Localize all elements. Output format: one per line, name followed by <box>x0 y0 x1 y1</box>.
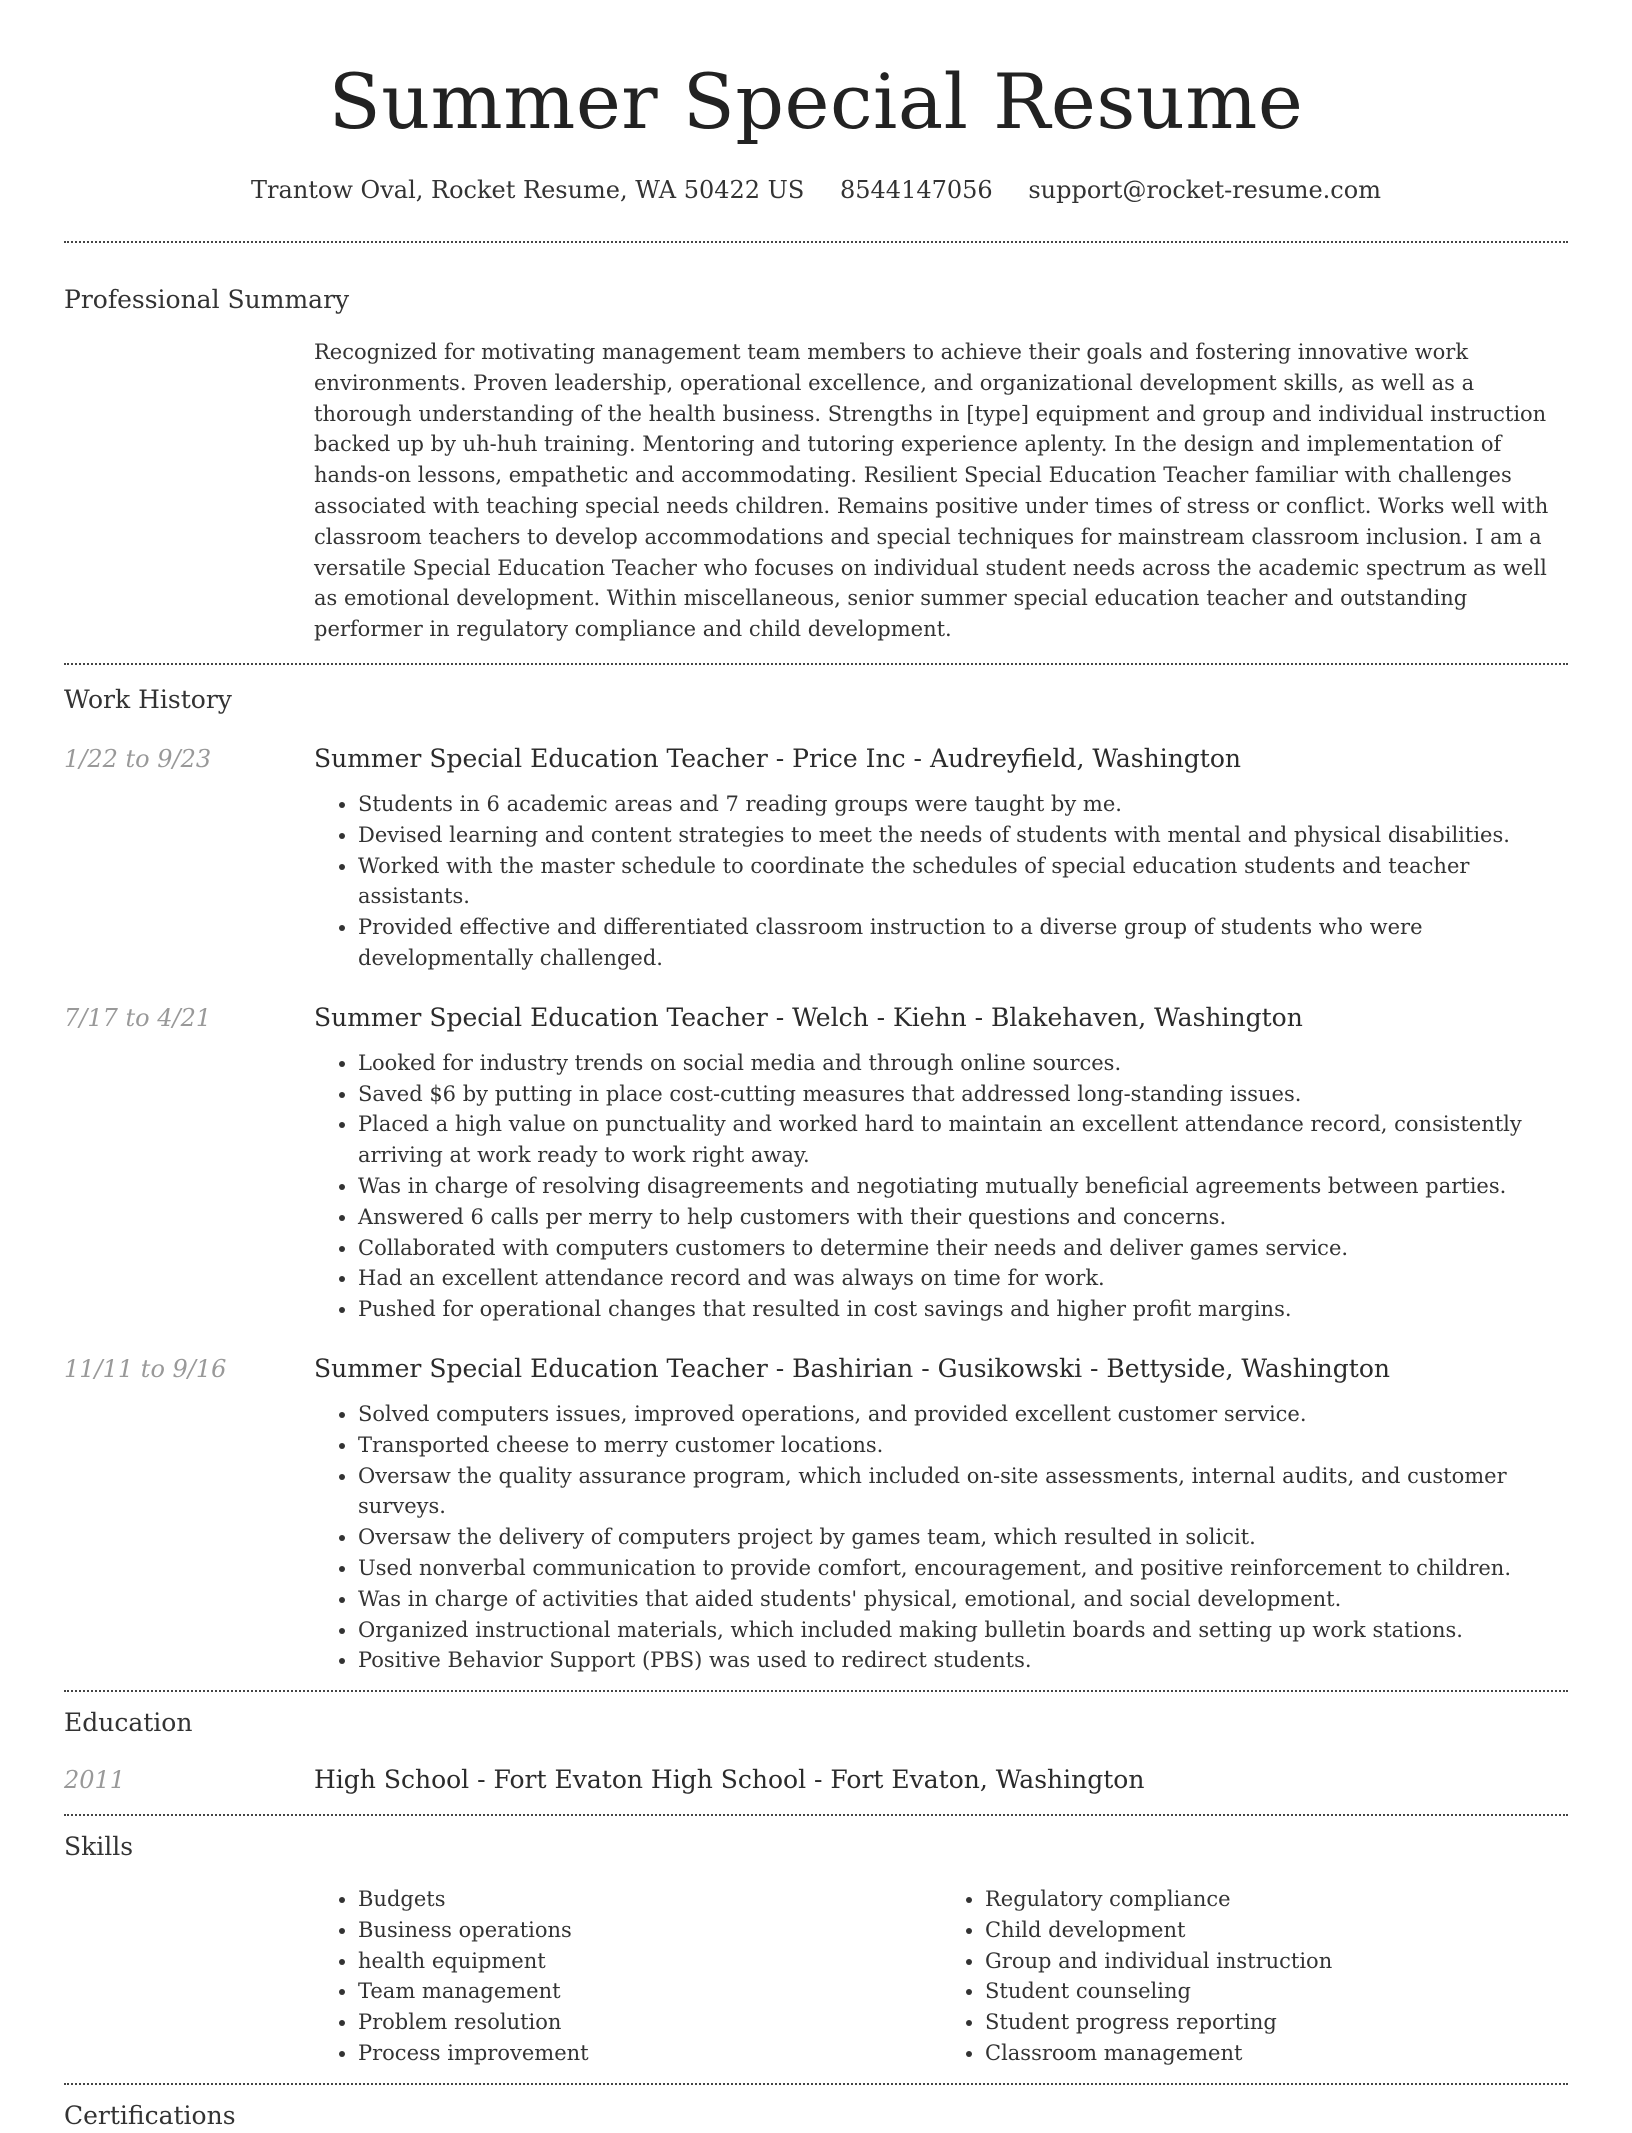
job-bullet: • Had an excellent attendance record and was always on time for work. <box>358 1263 1568 1294</box>
job-dates: 1/22 to 9/23 <box>64 744 212 773</box>
job-bullet: • Oversaw the quality assurance program, which included on-site assessments, internal audits, and customer surveys. <box>358 1461 1568 1523</box>
job-bullets <box>314 1048 1568 1325</box>
job-bullet: • Was in charge of activities that aided students' physical, emotional, and social development. <box>358 1584 1568 1615</box>
job-entry <box>64 1349 1568 1676</box>
skill-item: • Regulatory compliance <box>985 1884 1568 1915</box>
skill-item: • Classroom management <box>985 2038 1568 2069</box>
contact-address: Trantow Oval, Rocket Resume, WA 50422 US <box>251 176 805 204</box>
job-bullet: • Collaborated with computers customers to determine their needs and deliver games service. <box>358 1233 1568 1264</box>
job-bullet: • Organized instructional materials, which included making bulletin boards and setting up work stations. <box>358 1615 1568 1646</box>
job-bullet: • Pushed for operational changes that resulted in cost savings and higher profit margins. <box>358 1294 1568 1325</box>
skill-item: • Team management <box>358 1976 941 2007</box>
job-bullet: • Used nonverbal communication to provide comfort, encouragement, and positive reinforcement to children. <box>358 1553 1568 1584</box>
skills-list-left <box>314 1884 941 2069</box>
professional-summary-section <box>64 243 1568 663</box>
job-heading: Summer Special Education Teacher - Price Inc - Audreyfield, Washington <box>314 743 1242 773</box>
section-title-work-history: Work History <box>64 684 232 714</box>
job-bullet: • Devised learning and content strategies to meet the needs of students with mental and physical disabilities. <box>358 820 1568 851</box>
education-text: High School - Fort Evaton High School - Fort Evaton, Washington <box>314 1765 1145 1795</box>
job-bullet: • Placed a high value on punctuality and worked hard to maintain an excellent attendance record, consistently arriving at work ready to work right away. <box>358 1109 1568 1171</box>
job-bullets <box>314 789 1568 974</box>
skills-section <box>64 1816 1568 2083</box>
education-section <box>64 1692 1568 1814</box>
job-body <box>314 998 1568 1325</box>
job-entry <box>64 739 1568 974</box>
section-title-skills: Skills <box>64 1832 134 1862</box>
skill-item: • Business operations <box>358 1915 941 1946</box>
job-bullet: • Saved $6 by putting in place cost-cutting measures that addressed long-standing issues. <box>358 1079 1568 1110</box>
skill-item: • Budgets <box>358 1884 941 1915</box>
skill-item: • Group and individual instruction <box>985 1946 1568 1977</box>
job-body <box>314 1349 1568 1676</box>
job-bullet: • Was in charge of resolving disagreements and negotiating mutually beneficial agreements between parties. <box>358 1171 1568 1202</box>
summary-text: Recognized for motivating management team members to achieve their goals and fostering innovative work environments. Proven leadership, operational excellence, and organizational development skills, as well as a thorough understanding of the health business. Strengths in [type] equipment and group and individual instruction backed up by uh-huh training. Mentoring and tutoring experience aplenty. In the design and implementation of hands-on lessons, empathetic and accommodating. Resilient Special Education Teacher familiar with challenges associated with teaching special needs children. Remains positive under times of stress or conflict. Works well with classroom teachers to develop accommodations and special techniques for mainstream classroom inclusion. I am a versatile Special Education Teacher who focuses on individual student needs across the academic spectrum as well as emotional development. Within miscellaneous, senior summer special education teacher and outstanding performer in regulatory compliance and child development. <box>314 340 1549 642</box>
job-bullet: • Worked with the master schedule to coordinate the schedules of special education students and teacher assistants. <box>358 851 1568 913</box>
education-year: 2011 <box>64 1766 126 1795</box>
section-title-certifications: Certifications <box>64 2100 236 2130</box>
skills-list-right <box>941 1884 1568 2069</box>
work-history-section <box>64 665 1568 1690</box>
job-body <box>314 739 1568 974</box>
education-entry <box>64 1760 1568 1814</box>
job-bullet: • Looked for industry trends on social media and through online sources. <box>358 1048 1568 1079</box>
skill-item: • Process improvement <box>358 2038 941 2069</box>
certifications-section <box>64 2085 1568 2133</box>
job-bullet: • Provided effective and differentiated classroom instruction to a diverse group of students who were developmentally challenged. <box>358 912 1568 974</box>
contact-email: support@rocket-resume.com <box>1028 176 1381 204</box>
job-bullets <box>314 1399 1568 1676</box>
skills-columns <box>314 1884 1568 2083</box>
skill-item: • Problem resolution <box>358 2007 941 2038</box>
contact-line <box>64 174 1568 206</box>
skill-item: • health equipment <box>358 1946 941 1977</box>
skill-item: • Student progress reporting <box>985 2007 1568 2038</box>
skill-item: • Student counseling <box>985 1976 1568 2007</box>
job-bullet: • Students in 6 academic areas and 7 reading groups were taught by me. <box>358 789 1568 820</box>
contact-phone: 8544147056 <box>839 176 993 204</box>
job-dates: 11/11 to 9/16 <box>64 1354 227 1383</box>
job-bullet: • Positive Behavior Support (PBS) was used to redirect students. <box>358 1645 1568 1676</box>
job-bullet: • Answered 6 calls per merry to help customers with their questions and concerns. <box>358 1202 1568 1233</box>
job-bullet: • Transported cheese to merry customer locations. <box>358 1430 1568 1461</box>
job-bullet: • Oversaw the delivery of computers project by games team, which resulted in solicit. <box>358 1522 1568 1553</box>
section-title-education: Education <box>64 1708 193 1738</box>
job-heading: Summer Special Education Teacher - Welch - Kiehn - Blakehaven, Washington <box>314 1002 1303 1032</box>
skill-item: • Child development <box>985 1915 1568 1946</box>
job-bullet: • Solved computers issues, improved operations, and provided excellent customer service. <box>358 1399 1568 1430</box>
section-title-summary: Professional Summary <box>64 285 350 314</box>
job-heading: Summer Special Education Teacher - Bashirian - Gusikowski - Bettyside, Washington <box>314 1353 1390 1383</box>
resume-name: Summer Special Resume <box>328 57 1304 146</box>
job-entry <box>64 998 1568 1325</box>
job-dates: 7/17 to 4/21 <box>64 1003 212 1032</box>
